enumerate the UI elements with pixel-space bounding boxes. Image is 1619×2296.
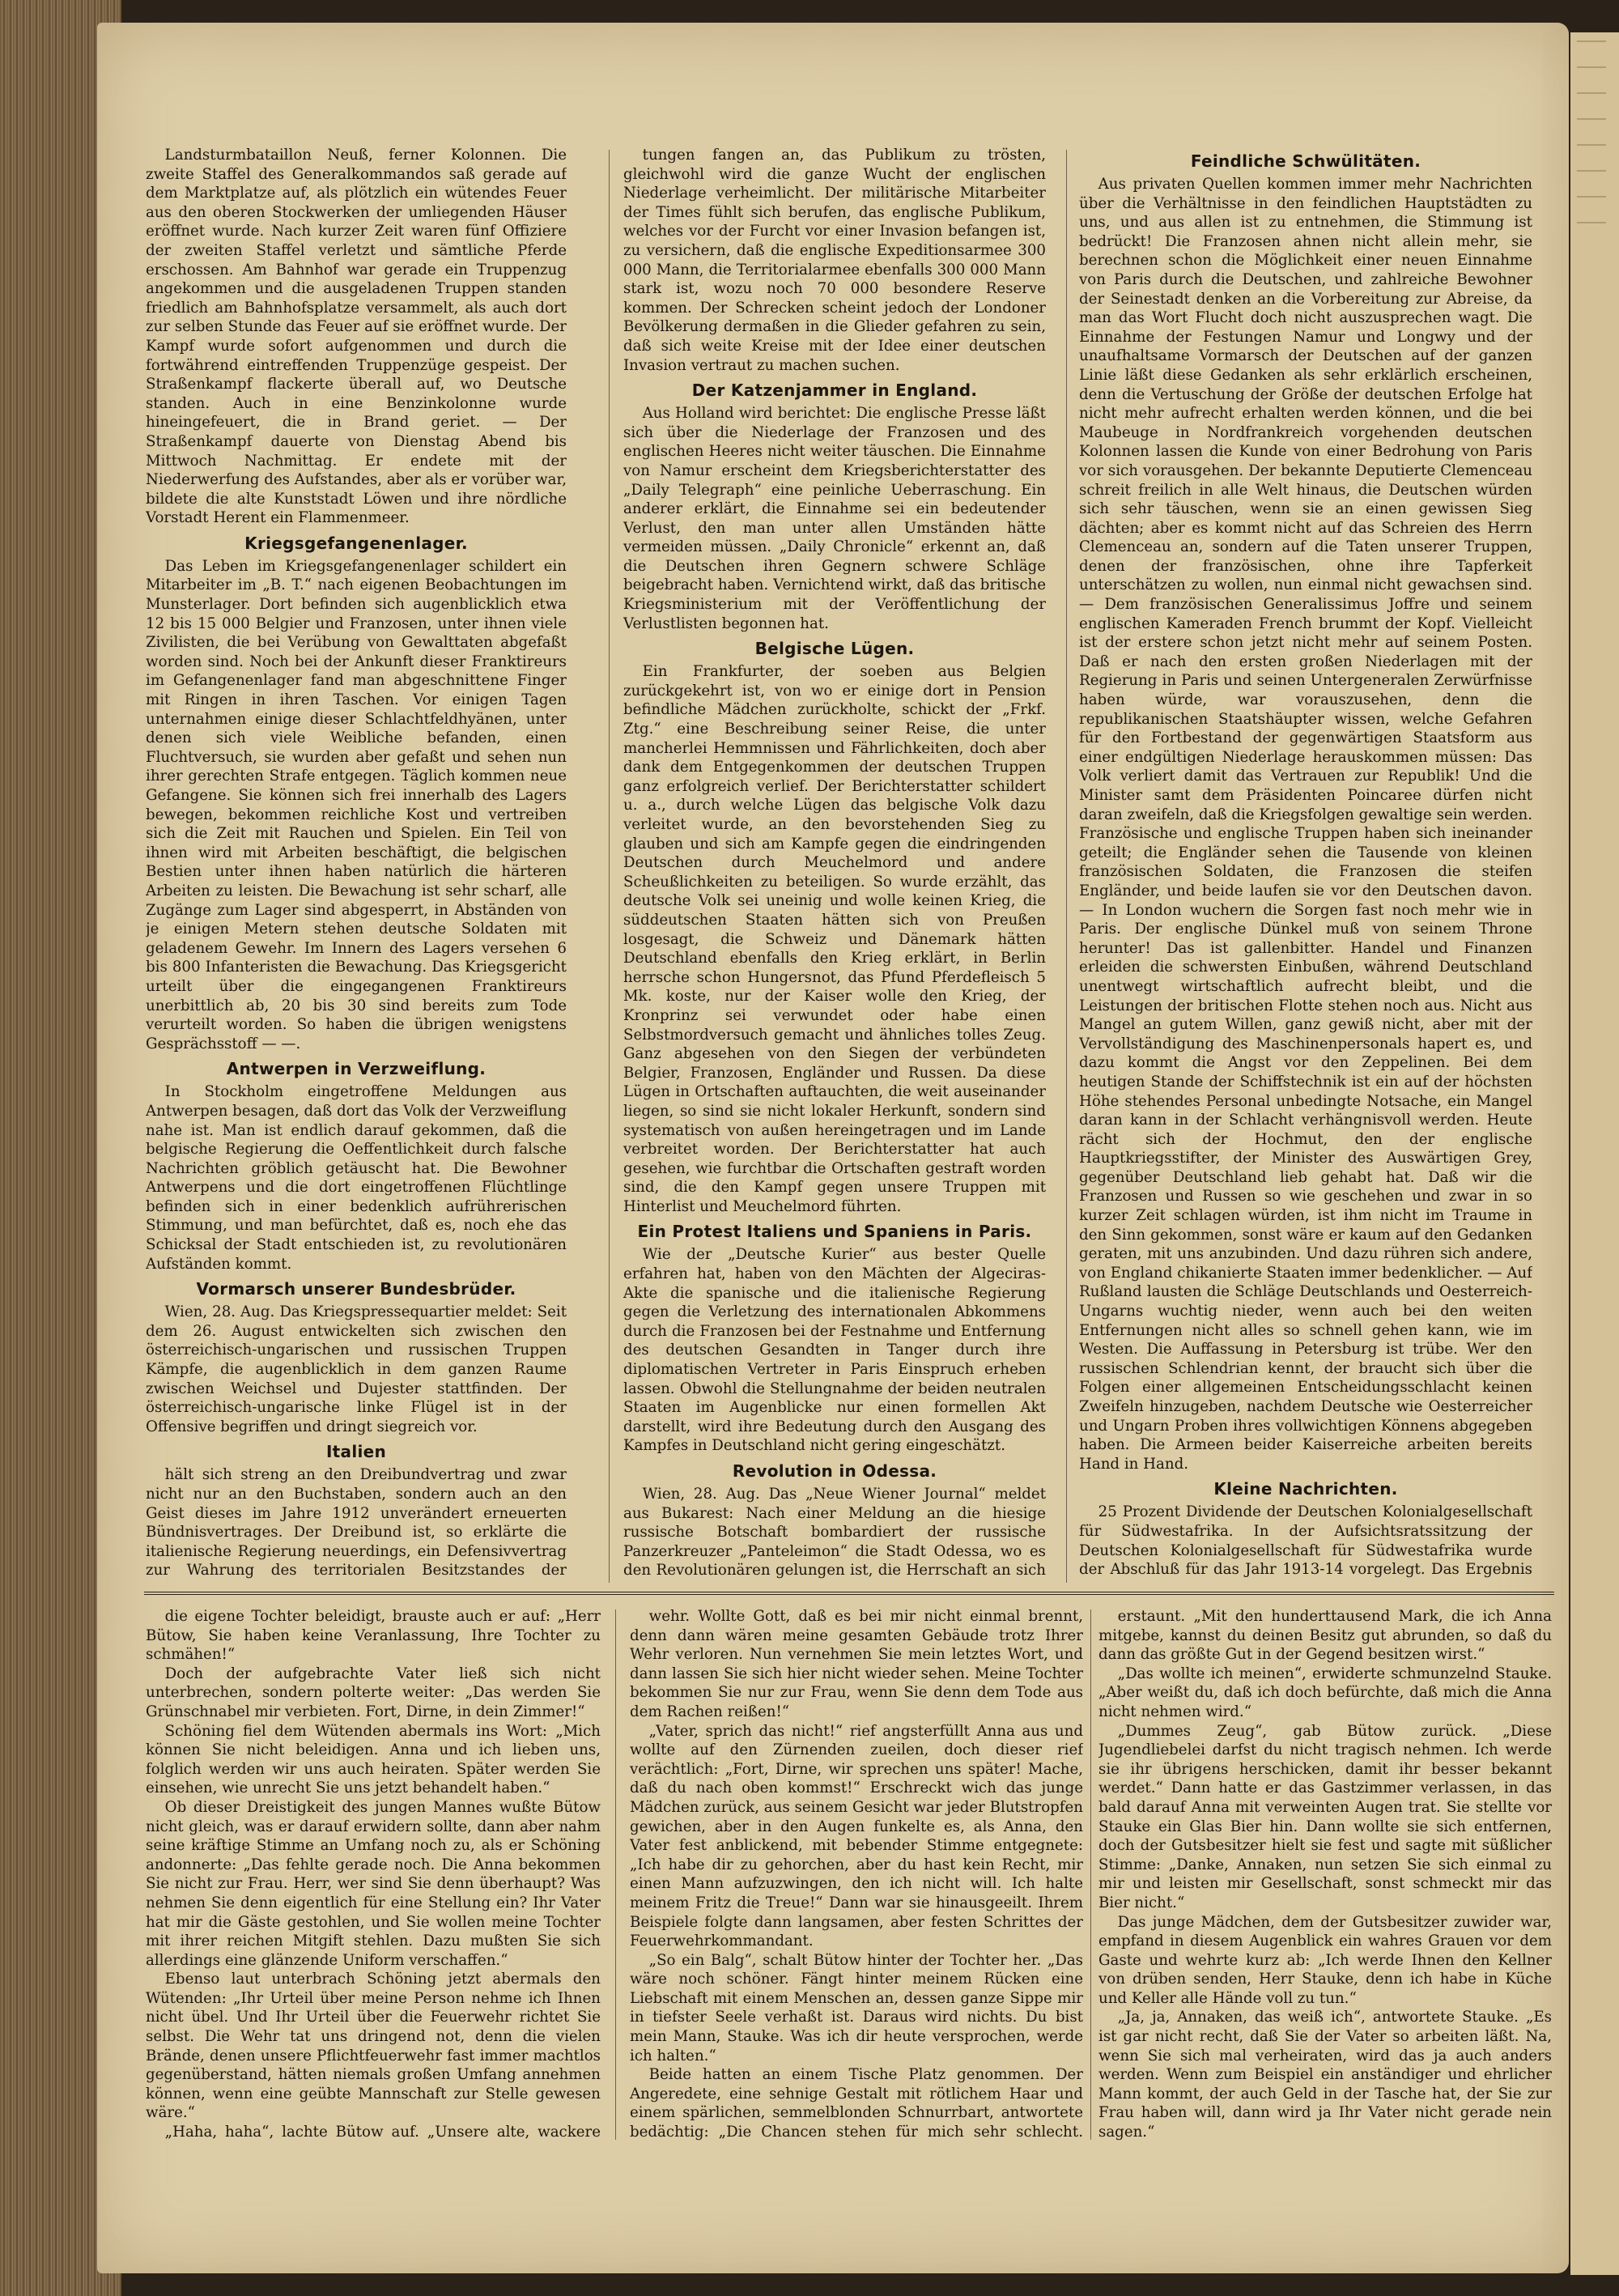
article-paragraph: Doch der aufgebrachte Vater ließ sich nicht unterbrechen, sondern polterte weiter: „Das werden Sie Grünschnabel mir verbieten. Fort, Dirne, in dein Zimmer!“: [146, 1665, 601, 1720]
article-paragraph: „So ein Balg“, schalt Bütow hinter der Tochter her. „Das wäre noch schöner. Fängt hinter meinem Rücken eine Liebschaft mit einem Menschen an, dessen ganze Sippe mir in tiefster Seele verhaßt ist. Daraus wird nichts. Du bist mein Mann, Stauke. Was ich dir heute versprochen, werde ich halten.“: [630, 1951, 1083, 2064]
article-paragraph: Aus Holland wird berichtet: Die englische Presse läßt sich über die Niederlage der Franzosen und des englischen Heeres nicht weiter täuschen. Die Einnahme von Namur erscheint dem Kriegsberichterstatter des „Daily Telegraph“ eine peinliche Ueberraschung. Ein anderer erklärt, die Einnahme sei ein bedeutender Verlust, den man unter allen Umständen hätte vermeiden müssen. „Daily Chronicle“ erkennt an, daß die Deutschen ihren Gegnern schwere Schläge beigebracht haben. Vernichtend wirkt, daß das britische Kriegsministerium mit der Veröffentlichung der Verlustlisten begonnen hat.: [623, 405, 1046, 632]
facing-page-edge: [1570, 32, 1619, 2275]
bottom-column-1: [146, 1607, 601, 2141]
article-paragraph: Ob dieser Dreistigkeit des jungen Mannes wußte Bütow nicht gleich, was er darauf erwidern sollte, dann aber nahm seine kräftige Stimme an Umfang noch zu, als er Schöning andonnerte: „Das fehlte gerade noch. Die Anna bekommen Sie nicht zur Frau. Herr, wer sind Sie denn überhaupt? Was nehmen Sie denn eigentlich für eine Stellung ein? Ihr Vater hat mir die Gäste gestohlen, und Sie wollen meine Tochter mit ihrer reichen Mitgift stehlen. Dazu mußten Sie sich allerdings eine glänzende Uniform verschaffen.“: [146, 1798, 601, 1969]
top-column-2: [623, 146, 1046, 1579]
article-paragraph: Aus privaten Quellen kommen immer mehr Nachrichten über die Verhältnisse in den feindlichen Hauptstädten zu uns, und aus allen ist zu entnehmen, die Stimmung ist bedrückt! Die Franzosen ahnen nicht allein mehr, sie berechnen schon die Möglichkeit einer neuen Einnahme von Paris durch die Deutschen, und zahlreiche Bewohner der Seinestadt denken an die Vorbereitung zur Abreise, da man das Wort Flucht doch nicht auszusprechen wagt. Die Einnahme der Festungen Namur und Longwy und der unaufhaltsame Vormarsch der Deutschen auf der ganzen Linie läßt diese Gedanken als sehr erklärlich erscheinen, denn die Vertuschung der Größe der deutschen Erfolge hat nicht mehr aufrecht erhalten werden können, und die bei Maubeuge in Nordfrankreich vorgehenden deutschen Kolonnen lassen die Kunde von einer Bedrohung von Paris vor sich vorausgehen. Der bekannte Deputierte Clemenceau schreit freilich in alle Welt hinaus, die Deutschen würden sich sehr täuschen, wenn sie an einen gewissen Sieg dächten; aber es kommt nicht auf das Schreien des Herrn Clemenceau an, sondern auf die Taten unserer Truppen, denen der französischen, ohne ihre Tapferkeit unterschätzen zu wollen, nun einmal nicht gewachsen sind. — Dem französischen Generalissimus Joffre und seinem englischen Kameraden French brummt der Kopf. Vielleicht ist der erstere schon jetzt nicht mehr auf seinem Posten. Daß er nach den ersten großen Niederlagen mit der Regierung in Paris und seinen Untergeneralen Zerwürfnisse haben würde, war vorauszusehen, denn die republikanischen Staatshäupter wissen, welche Gefahren für den Fortbestand der gegenwärtigen Staatsform aus einer endgültigen Niederlage herauskommen müssen: Das Volk verliert damit das Vertrauen zur Republik! Und die Minister samt dem Präsidenten Poincaree dürfen nicht daran zweifeln, daß die Kriegsfolgen gewaltige sein werden. Französische und englische Truppen haben sich ineinander geteilt; die Engländer sehen die Tausende von kleinen französischen Soldaten, die Franzosen die steifen Engländer, und beide laufen sie vor den Deutschen davon. — In London wuchern die Sorgen fast noch mehr wie in Paris. Der englische Dünkel muß von seinem Throne herunter! Das ist gallenbitter. Handel und Finanzen erleiden die schwersten Einbußen, während Deutschland unentwegt wirtschaftlich aufrecht bleibt, und die Leistungen der britischen Flotte stehen noch aus. Nicht aus Mangel an gutem Willen, ganz gewiß nicht, aber mit der Vervollständigung des Maschinenpersonals hapert es, und dazu kommt die Angst vor den Zeppelinen. Bei dem heutigen Stande der Schiffstechnik ist ein auf der höchsten Höhe stehendes Personal unbedingte Notsache, ein Mangel daran kann in der Schlacht verhängnisvoll werden. Heute rächt sich der Hochmut, den der englische Hauptkriegsstifter, der Minister des Auswärtigen Grey, gegenüber Deutschland lieb gehabt hat. Daß wir die Franzosen und Russen so wie geschehen und zwar in so kurzer Zeit schlagen würden, ist ihm nicht im Traume in den Sinn gekommen, sonst wäre er kaum auf den Gedanken geraten, mit uns anzubinden. Und dazu rühren sich andere, von England chikanierte Staaten immer bedenklicher. — Auf Rußland lausten die Schläge Deutschlands und Oesterreich-Ungarns wuchtig nieder, wenn auch bei den weiten Entfernungen nicht alles so schnell gehen kann, wie im Westen. Die Auffassung in Petersburg ist trübe. Wer den russischen Schlendrian kennt, der braucht sich über die Folgen einer allgemeinen Entscheidungsschlacht keinen Zweifeln hinzugeben, nachdem Deutsche wie Oesterreicher und Ungarn Proben ihres vollwichtigen Könnens abgegeben haben. Die Armeen beider Kaiserreiche arbeiten bereits Hand in Hand.: [1079, 176, 1532, 1473]
article-paragraph: „Das wollte ich meinen“, erwiderte schmunzelnd Stauke. „Aber weißt du, daß ich doch befürchte, daß mich die Anna nicht nehmen wird.“: [1098, 1665, 1552, 1720]
article-paragraph: Das Leben im Kriegsgefangenenlager schildert ein Mitarbeiter im „B. T.“ nach eigenen Beobachtungen im Munsterlager. Dort befinden sich augenblicklich etwa 12 bis 15 000 Belgier und Franzosen, unter ihnen viele Zivilisten, die bei Verübung von Gewalttaten abgefaßt worden sind. Noch bei der Ankunft dieser Franktireurs im Gefangenenlager fand man abgeschnittene Finger mit Ringen in ihren Taschen. Vor einigen Tagen unternahmen einige dieser Schlachtfeldhyänen, unter denen sich viele Weibliche befanden, einen Fluchtversuch, sie wurden aber gefaßt und sehen nun ihrer gerechten Strafe entgegen. Täglich kommen neue Gefangene. Sie können sich frei innerhalb des Lagers bewegen, bekommen reichliche Kost und vertreiben sich die Zeit mit Rauchen und Spielen. Ein Teil von ihnen wird mit Arbeiten beschäftigt, die belgischen Bestien unter ihnen haben natürlich die härteren Arbeiten zu leisten. Die Bewachung ist sehr scharf, alle Zugänge zum Lager sind abgesperrt, in Abständen von je einigen Metern stehen deutsche Soldaten mit geladenem Gewehr. Im Innern des Lagers versehen 6 bis 800 Infanteristen die Bewachung. Das Kriegsgericht urteilt über die eingegangenen Franktireurs unerbittlich ab, 20 bis 30 sind bereits zum Tode verurteilt worden. So haben die übrigen wenigstens Gesprächsstoff — —.: [146, 557, 567, 1052]
column-divider: [615, 1609, 616, 2140]
article-paragraph: Ein Frankfurter, der soeben aus Belgien zurückgekehrt ist, von wo er einige dort in Pension befindliche Mädchen zurückholte, schickt der „Frkf. Ztg.“ eine Beschreibung seiner Reise, die unter mancherlei Hemmnissen und Fährlichkeiten, doch aber dank dem Entgegenkommen der deutschen Truppen ganz erfolgreich verlief. Der Berichterstatter schildert u. a., durch welche Lügen das belgische Volk dazu verleitet wurde, an den bevorstehenden Sieg zu glauben und sich am Kampfe gegen die eindringenden Deutschen durch Meuchelmord und andere Scheußlichkeiten zu beteiligen. So wurde erzählt, das deutsche Volk sei uneinig und wolle keinen Krieg, die süddeutschen Staaten hätten sich von Preußen losgesagt, die Schweiz und Dänemark hätten Deutschland ebenfalls den Krieg erklärt, in Berlin herrsche schon Hungersnot, das Pfund Pferdefleisch 5 Mk. koste, nur der Kaiser wolle den Krieg, der Kronprinz sei verwundet oder habe einen Selbstmordversuch gemacht und ähnliches tolles Zeug. Ganz abgesehen von den Siegen der verbündeten Belgier, Franzosen, Engländer und Russen. Da diese Lügen in Ortschaften auftauchten, die weit auseinander liegen, so sind sie nicht lokaler Herkunft, sondern sind systematisch von außen hereingetragen und im Lande verbreitet worden. Der Berichterstatter hat auch gesehen, wie furchtbar die Ortschaften gestraft worden sind, die den Kampf gegen unsere Truppen mit Hinterlist und Meuchelmord führten.: [623, 663, 1046, 1215]
top-column-3: [1079, 146, 1532, 1579]
article-paragraph: „Ja, ja, Annaken, das weiß ich“, antwortete Stauke. „Es ist gar nicht recht, daß Sie der Vater so arbeiten läßt. Na, wenn Sie sich mal verheiraten, wird das ja auch anders werden. Wenn zum Beispiel ein anständiger und ehrlicher Mann kommt, der auch Geld in der Tasche hat, der Sie zur Frau haben will, dann wird ja Ihr Vater nicht gerade nein sagen.“: [1098, 2009, 1552, 2141]
article-paragraph: „Haha, haha“, lachte Bütow auf. „Unsere alte, wackere: [164, 2124, 601, 2141]
article-paragraph: Ebenso laut unterbrach Schöning jetzt abermals den Wütenden: „Ihr Urteil über meine Person nehme ich Ihnen nicht übel. Und Ihr Urteil über die Feuerwehr richtet Sie selbst. Die Wehr tat uns dringend not, denn die vielen Brände, denen unsere Pflichtfeuerwehr fast immer machtlos gegenüberstand, hätten niemals großen Umfang annehmen können, wenn eine geübte Mannschaft zur Stelle gewesen wäre.“: [146, 1971, 601, 2122]
article-paragraph: wehr. Wollte Gott, daß es bei mir nicht einmal brennt, denn dann wären meine gesamten Gebäude trotz Ihrer Wehr verloren. Nun vernehmen Sie mein letztes Wort, und dann lassen Sie sich hier nicht wieder sehen. Meine Tochter bekommen Sie nur zur Frau, wenn Sie denn dem Tode aus dem Rachen reißen!“: [630, 1608, 1083, 1720]
article-headline: Vormarsch unserer Bundesbrüder.: [196, 1279, 516, 1299]
article-headline: Antwerpen in Verzweiflung.: [226, 1059, 487, 1079]
article-headline: Kleine Nachrichten.: [1213, 1479, 1398, 1499]
column-divider: [609, 150, 610, 1583]
article-headline: Italien: [325, 1442, 387, 1462]
article-paragraph: „Vater, sprich das nicht!“ rief angsterfüllt Anna aus und wollte auf den Zürnenden zueilen, doch dieser rief verächtlich: „Fort, Dirne, wir sprechen uns später! Mache, daß du nach oben kommst!“ Erschreckt wich das junge Mädchen zurück, aus seinem Gesicht war jeder Blutstropfen gewichen, aber in den Augen funkelte es, als Anna, den Vater fest anblickend, mit bebender Stimme entgegnete: „Ich habe dir zu gehorchen, aber du hast kein Recht, mir einen Mann aufzuzwingen, den ich nicht will. Ich halte meinem Fritz die Treue!“ Dann war sie hinausgeeilt. Ihrem Beispiele folgte dann langsamen, aber festen Schrittes der Feuerwehrkommandant.: [630, 1722, 1083, 1950]
article-paragraph: Beide hatten an einem Tische Platz genommen. Der Angeredete, eine sehnige Gestalt mit rötlichem Haar und einem spärlichen, semmelblonden Schnurrbart, antwortete bedächtig: „Die Chancen stehen für mich sehr schlecht.: [630, 2066, 1083, 2141]
article-headline: Der Katzenjammer in England.: [691, 381, 978, 401]
article-headline: Feindliche Schwülitäten.: [1190, 151, 1421, 171]
article-headline: Ein Protest Italiens und Spaniens in Paris.: [637, 1222, 1032, 1242]
article-paragraph: „Dummes Zeug“, gab Bütow zurück. „Diese Jugendliebelei darfst du nicht tragisch nehmen. Ich werde sie ihr übrigens herschicken, damit ihr besser bekannt werdet.“ Dann hatte er das Gastzimmer verlassen, in das bald darauf Anna mit verweinten Augen trat. Sie stellte vor Stauke ein Glas Bier hin. Dann wollte sie sich entfernen, doch der Gutsbesitzer hielt sie fest und sagte mit süßlicher Stimme: „Danke, Annaken, nun setzen Sie sich einmal zu mir und leisten mir Gesellschaft, sonst schmeckt mir das Bier nicht.“: [1098, 1722, 1552, 1911]
column-divider: [1066, 150, 1067, 1583]
article-paragraph: die eigene Tochter beleidigt, brauste auch er auf: „Herr Bütow, Sie haben keine Veranlassung, Ihre Tochter zu schmähen!“: [146, 1608, 601, 1664]
article-paragraph: erstaunt. „Mit den hunderttausend Mark, die ich Anna mitgebe, kannst du deinen Besitz gut abrunden, so daß du dann das größte Gut in der Gegend besitzen wirst.“: [1098, 1608, 1552, 1664]
article-paragraph: Das junge Mädchen, dem der Gutsbesitzer zuwider war, empfand in diesem Augenblick ein wahres Grauen vor dem Gaste und wehrte kurz ab: „Ich werde Ihnen den Kellner von drüben senden, Herr Stauke, denn ich habe in Küche und Keller alle Hände voll zu tun.“: [1098, 1913, 1552, 2007]
bottom-column-2: [630, 1607, 1083, 2141]
article-headline: Kriegsgefangenenlager.: [244, 533, 468, 553]
article-paragraph: Wien, 28. Aug. Das „Neue Wiener Journal“ meldet aus Bukarest: Nach einer Meldung an die hiesige russische Botschaft bombardiert der russische Panzerkreuzer „Panteleimon“ die Stadt Odessa, wo es den Revolutionären gelungen ist, die Herrschaft an sich: [623, 1486, 1046, 1579]
article-paragraph: Landsturmbataillon Neuß, ferner Kolonnen. Die zweite Staffel des Generalkommandos saß gerade auf dem Marktplatze auf, als plötzlich ein wütendes Feuer aus den oberen Stockwerken der umliegenden Häuser eröffnet wurde. Nach kurzer Zeit waren fünf Offiziere der zweiten Staffel verletzt und sämtliche Pferde erschossen. Am Bahnhof war gerade ein Truppenzug angekommen und die ausgeladenen Truppen standen friedlich am Bahnhofsplatze versammelt, als auch dort zur selben Stunde das Feuer auf sie eröffnet wurde. Der Kampf wurde sofort aufgenommen und durch die fortwährend eintreffenden Truppenzüge gespeist. Der Straßenkampf flackerte überall auf, wo Deutsche standen. Auch in eine Benzinkolonne wurde hineingefeuert, die in Brand geriet. — Der Straßenkampf dauerte von Dienstag Abend bis Mittwoch Nachmittag. Er endete mit der Niederwerfung des Aufstandes, aber als er vorüber war, bildete die alte Kunststadt Löwen und ihre nördliche Vorstadt Herent ein Flammenmeer.: [146, 147, 567, 527]
article-headline: Revolution in Odessa.: [732, 1461, 937, 1481]
feuilleton-separator-rule: [144, 1592, 1554, 1595]
article-paragraph: Schöning fiel dem Wütenden abermals ins Wort: „Mich können Sie nicht beleidigen. Anna und ich lieben uns, folglich werden wir uns auch heiraten. Später werden Sie einsehen, wie unrecht Sie uns jetzt behandelt haben.“: [146, 1722, 601, 1797]
column-divider: [1090, 1609, 1091, 2140]
article-paragraph: 25 Prozent Dividende der Deutschen Kolonialgesellschaft für Südwestafrika. In der Aufsichtsratssitzung der Deutschen Kolonialgesellschaft für Südwestafrika wurde der Abschluß für das Jahr 1913-14 vorgelegt. Das Ergebnis: [1079, 1503, 1532, 1579]
article-paragraph: Wie der „Deutsche Kurier“ aus bester Quelle erfahren hat, haben von den Mächten der Algeciras-Akte die spanische und die italienische Regierung gegen die Verletzung des internationalen Abkommens durch die Franzosen bei der Festnahme und Entfernung des deutschen Gesandten in Tanger durch ihre diplomatischen Vertreter in Paris Einspruch erheben lassen. Obwohl die Stellungnahme der beiden neutralen Staaten im Augenblicke nur einen formellen Akt darstellt, wird ihre Bedeutung durch den Ausgang des Kampfes in Deutschland nicht gering eingeschätzt.: [623, 1246, 1046, 1455]
article-headline: Belgische Lügen.: [754, 639, 915, 659]
article-paragraph: Wien, 28. Aug. Das Kriegspressequartier meldet: Seit dem 26. August entwickelten sich zwischen den österreichisch-ungarischen und russischen Truppen Kämpfe, die augenblicklich in dem ganzen Raume zwischen Weichsel und Dujester stattfinden. Der österreichisch-ungarische linke Flügel ist in der Offensive begriffen und dringt siegreich vor.: [146, 1303, 567, 1435]
top-column-1: [146, 146, 567, 1579]
article-paragraph: hält sich streng an den Dreibundvertrag und zwar nicht nur an den Buchstaben, sondern auch an den Geist dieses im Jahre 1912 unverändert erneuerten Bündnisvertrages. Der Dreibund ist, so erklärte die italienische Regierung neuerdings, ein Defensivvertrag zur Wahrung des territorialen Besitzstandes der: [146, 1466, 567, 1579]
bottom-column-3: [1098, 1607, 1552, 2141]
article-paragraph: In Stockholm eingetroffene Meldungen aus Antwerpen besagen, daß dort das Volk der Verzweiflung nahe ist. Man ist endlich darauf gekommen, daß die belgische Regierung die Oeffentlichkeit durch falsche Nachrichten gröblich getäuscht hat. Die Bewohner Antwerpens und die dort eingetroffenen Flüchtlinge befinden sich in einer bedenklich aufrührerischen Stimmung, und man befürchtet, daß es, noch ehe das Schicksal der Stadt entschieden ist, zu revolutionären Aufständen kommt.: [146, 1083, 567, 1273]
article-paragraph: tungen fangen an, das Publikum zu trösten, gleichwohl wird die ganze Wucht der englischen Niederlage verheimlicht. Der militärische Mitarbeiter der Times fühlt sich berufen, das englische Publikum, welches vor der Furcht vor einer Invasion befangen ist, zu versichern, daß die englische Expeditionsarmee 300 000 Mann, die Territorialarmee ebenfalls 300 000 Mann stark ist, wozu noch 70 000 besondere Reserve kommen. Der Schrecken scheint jedoch der Londoner Bevölkerung dermaßen in die Glieder gefahren zu sein, daß sich weite Kreise mit der Idee einer deutschen Invasion vertraut zu machen suchen.: [623, 147, 1046, 374]
